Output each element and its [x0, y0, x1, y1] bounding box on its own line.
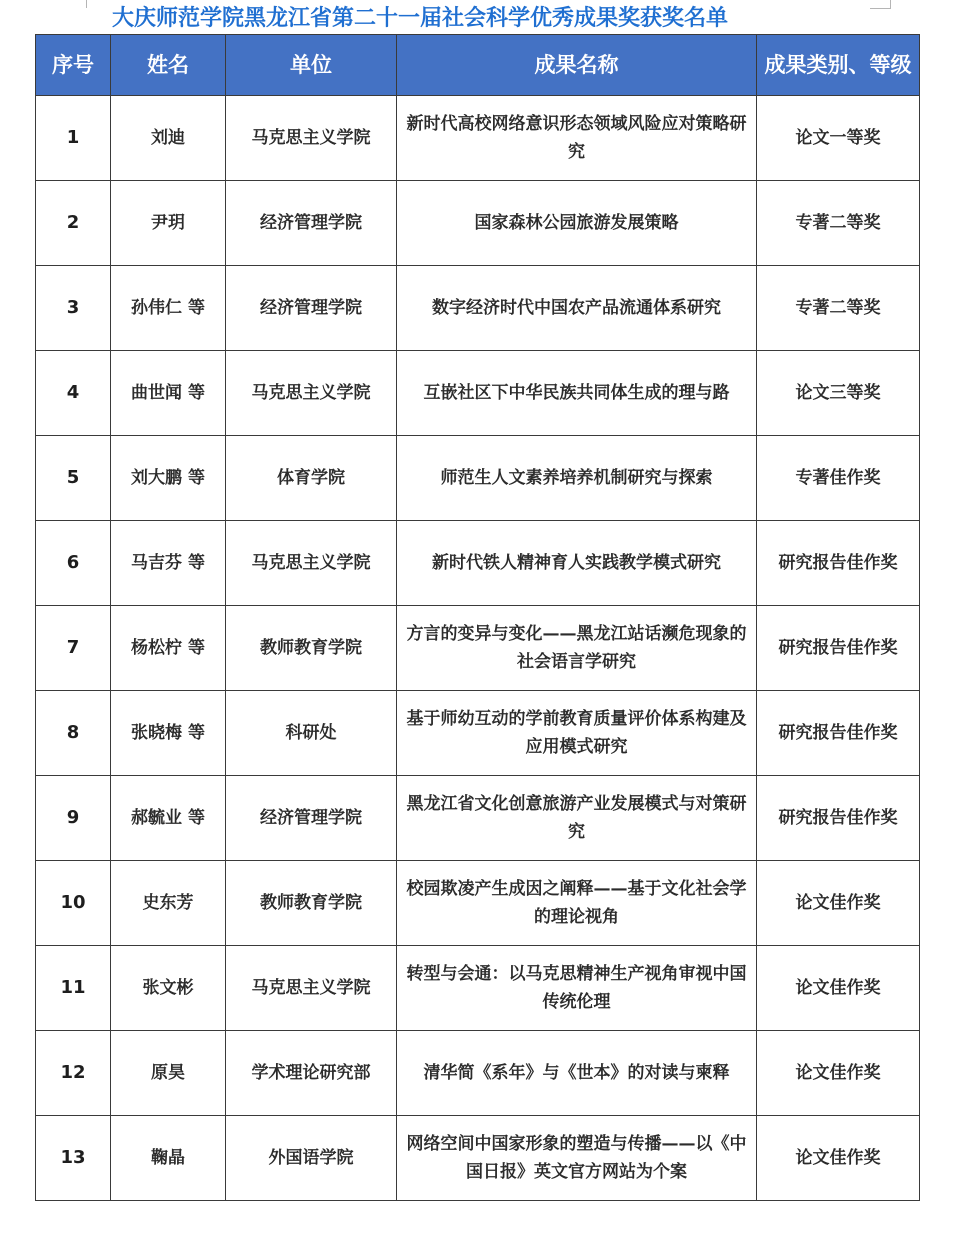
- cell-work: 新时代铁人精神育人实践教学模式研究: [397, 521, 757, 606]
- cell-name: 原昊: [111, 1031, 226, 1116]
- cell-name: 张晓梅 等: [111, 691, 226, 776]
- cell-index: 7: [36, 606, 111, 691]
- cell-index: 9: [36, 776, 111, 861]
- cell-work: 互嵌社区下中华民族共同体生成的理与路: [397, 351, 757, 436]
- header-work: 成果名称: [397, 35, 757, 96]
- cell-name: 马吉芬 等: [111, 521, 226, 606]
- table-row: [36, 351, 920, 436]
- cell-unit: 马克思主义学院: [226, 946, 397, 1031]
- table-row: [36, 436, 920, 521]
- cell-category: 论文佳作奖: [757, 1031, 920, 1116]
- cell-category: 论文佳作奖: [757, 946, 920, 1031]
- cell-unit: 经济管理学院: [226, 181, 397, 266]
- cell-unit: 外国语学院: [226, 1116, 397, 1201]
- cell-category: 论文一等奖: [757, 96, 920, 181]
- cell-category: 论文佳作奖: [757, 1116, 920, 1201]
- cell-work: 国家森林公园旅游发展策略: [397, 181, 757, 266]
- cell-work: 方言的变异与变化——黑龙江站话濒危现象的社会语言学研究: [397, 606, 757, 691]
- cell-unit: 教师教育学院: [226, 606, 397, 691]
- cell-unit: 马克思主义学院: [226, 521, 397, 606]
- cell-unit: 经济管理学院: [226, 776, 397, 861]
- cell-index: 4: [36, 351, 111, 436]
- cell-category: 研究报告佳作奖: [757, 776, 920, 861]
- cell-unit: 学术理论研究部: [226, 1031, 397, 1116]
- cell-work: 校园欺凌产生成因之阐释——基于文化社会学的理论视角: [397, 861, 757, 946]
- cell-category: 专著二等奖: [757, 266, 920, 351]
- header-row: [36, 35, 920, 96]
- cell-work: 转型与会通：以马克思精神生产视角审视中国传统伦理: [397, 946, 757, 1031]
- cell-category: 论文三等奖: [757, 351, 920, 436]
- cell-unit: 教师教育学院: [226, 861, 397, 946]
- cell-work: 基于师幼互动的学前教育质量评价体系构建及应用模式研究: [397, 691, 757, 776]
- award-table: [35, 34, 920, 1201]
- cell-category: 研究报告佳作奖: [757, 521, 920, 606]
- cell-work: 网络空间中国家形象的塑造与传播——以《中国日报》英文官方网站为个案: [397, 1116, 757, 1201]
- cell-work: 师范生人文素养培养机制研究与探索: [397, 436, 757, 521]
- page-title: 大庆师范学院黑龙江省第二十一届社会科学优秀成果奖获奖名单: [112, 6, 729, 31]
- cell-work: 新时代高校网络意识形态领域风险应对策略研究: [397, 96, 757, 181]
- cell-category: 论文佳作奖: [757, 861, 920, 946]
- cell-index: 8: [36, 691, 111, 776]
- cell-work: 清华简《系年》与《世本》的对读与柬释: [397, 1031, 757, 1116]
- header-index: 序号: [36, 35, 111, 96]
- cell-name: 刘大鹏 等: [111, 436, 226, 521]
- header-unit: 单位: [226, 35, 397, 96]
- cell-index: 1: [36, 96, 111, 181]
- table-row: [36, 776, 920, 861]
- cell-index: 11: [36, 946, 111, 1031]
- top-edge-mark-left: [86, 0, 87, 8]
- cell-index: 10: [36, 861, 111, 946]
- cell-category: 研究报告佳作奖: [757, 606, 920, 691]
- cell-index: 2: [36, 181, 111, 266]
- cell-category: 研究报告佳作奖: [757, 691, 920, 776]
- cell-unit: 马克思主义学院: [226, 96, 397, 181]
- cell-name: 曲世闻 等: [111, 351, 226, 436]
- cell-name: 刘迪: [111, 96, 226, 181]
- cell-work: 黑龙江省文化创意旅游产业发展模式与对策研究: [397, 776, 757, 861]
- table-row: [36, 861, 920, 946]
- cell-unit: 体育学院: [226, 436, 397, 521]
- cell-name: 孙伟仁 等: [111, 266, 226, 351]
- table-row: [36, 606, 920, 691]
- cell-name: 郝毓业 等: [111, 776, 226, 861]
- cell-index: 6: [36, 521, 111, 606]
- table-row: [36, 946, 920, 1031]
- table-row: [36, 691, 920, 776]
- cell-name: 杨松柠 等: [111, 606, 226, 691]
- table-row: [36, 266, 920, 351]
- table-row: [36, 181, 920, 266]
- table-row: [36, 1116, 920, 1201]
- top-edge-mark-right: [870, 0, 891, 9]
- cell-name: 史东芳: [111, 861, 226, 946]
- cell-unit: 经济管理学院: [226, 266, 397, 351]
- cell-category: 专著二等奖: [757, 181, 920, 266]
- cell-index: 3: [36, 266, 111, 351]
- cell-work: 数字经济时代中国农产品流通体系研究: [397, 266, 757, 351]
- cell-name: 鞠晶: [111, 1116, 226, 1201]
- table-row: [36, 1031, 920, 1116]
- cell-name: 尹玥: [111, 181, 226, 266]
- cell-category: 专著佳作奖: [757, 436, 920, 521]
- cell-name: 张文彬: [111, 946, 226, 1031]
- cell-unit: 科研处: [226, 691, 397, 776]
- cell-index: 5: [36, 436, 111, 521]
- table-row: [36, 96, 920, 181]
- cell-unit: 马克思主义学院: [226, 351, 397, 436]
- cell-index: 12: [36, 1031, 111, 1116]
- cell-index: 13: [36, 1116, 111, 1201]
- header-name: 姓名: [111, 35, 226, 96]
- table-row: [36, 521, 920, 606]
- header-category: 成果类别、等级: [757, 35, 920, 96]
